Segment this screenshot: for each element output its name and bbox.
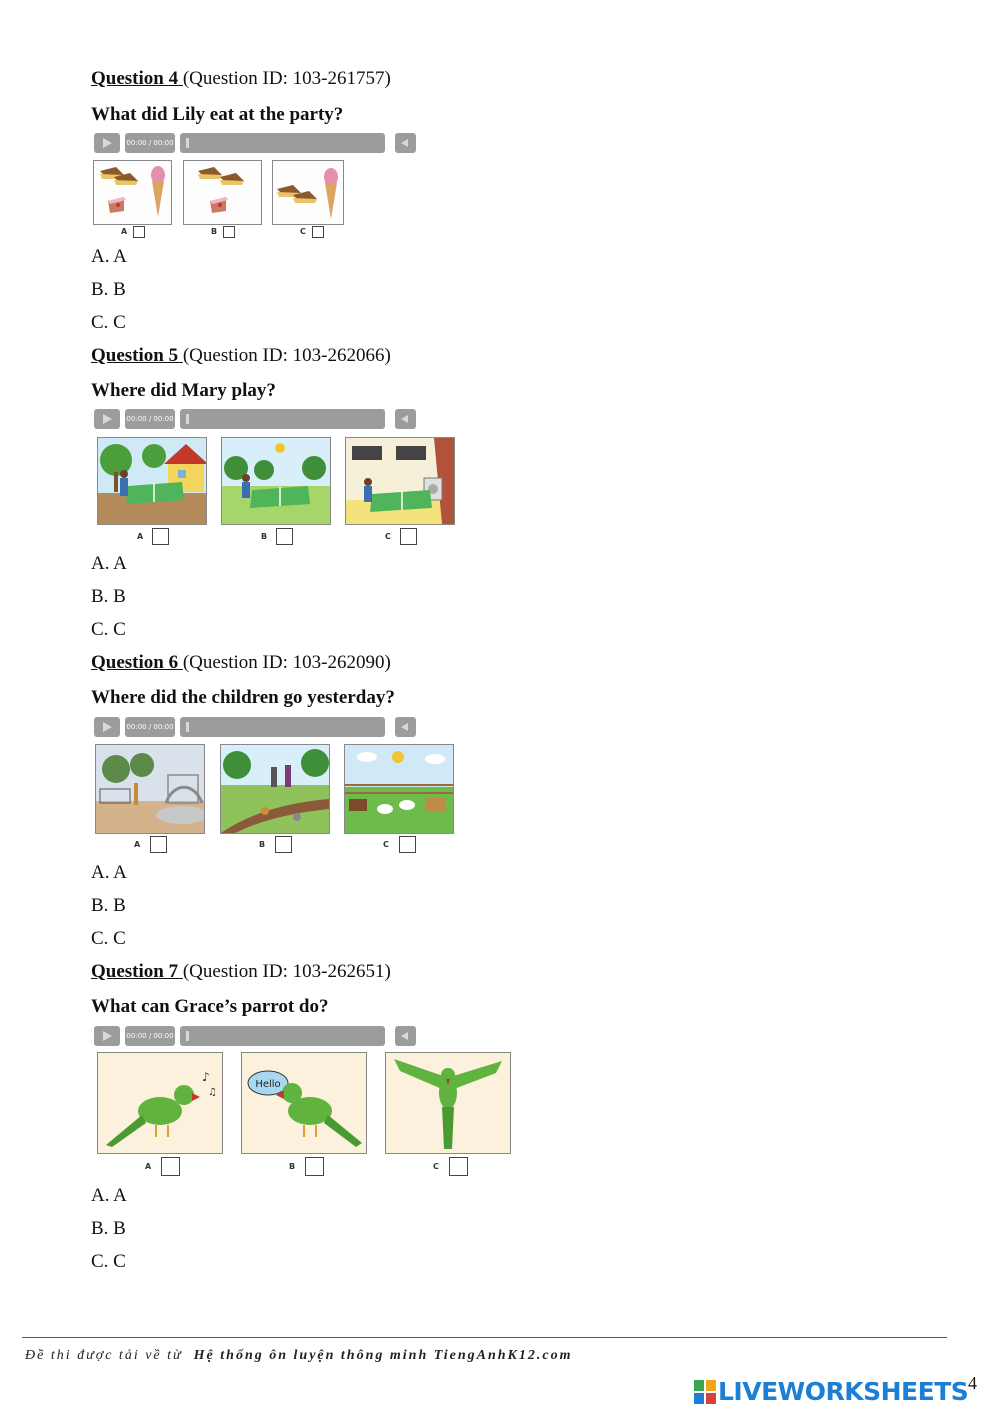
choice-checkbox-b[interactable] <box>305 1157 324 1176</box>
food-picture-c <box>272 160 344 225</box>
choice-label-c: C <box>300 227 306 236</box>
park-picture-b <box>221 437 331 525</box>
volume-button[interactable] <box>395 409 416 429</box>
question-id: (Question ID: 103-262090) <box>182 652 391 673</box>
logo-text: LIVEWORKSHEETS <box>718 1377 969 1406</box>
choice-label-a: A <box>145 1162 152 1171</box>
progress-bar[interactable] <box>180 133 385 153</box>
choice-label-b: B <box>211 227 218 236</box>
choice-checkbox-c[interactable] <box>399 836 416 853</box>
option-b[interactable]: B. B <box>91 279 126 300</box>
option-a[interactable]: A. A <box>91 1185 127 1206</box>
food-picture-a <box>93 160 172 225</box>
option-b[interactable]: B. B <box>91 586 126 607</box>
option-a[interactable]: A. A <box>91 246 127 267</box>
question-id: (Question ID: 103-262066) <box>182 345 391 366</box>
choice-checkbox-b[interactable] <box>223 226 235 238</box>
volume-button[interactable] <box>395 133 416 153</box>
play-button[interactable] <box>94 133 120 153</box>
question-5-text: Where did Mary play? <box>91 380 276 401</box>
time-display: 00:00 / 00:00 <box>125 409 175 429</box>
choice-checkbox-b[interactable] <box>275 836 292 853</box>
food-picture-b <box>183 160 262 225</box>
option-a[interactable]: A. A <box>91 862 127 883</box>
parrot-talking-picture-b <box>241 1052 367 1154</box>
choice-label-a: A <box>121 227 128 236</box>
footer-prefix: Đề thi được tải về từ <box>25 1348 183 1363</box>
question-number: Question 6 <box>91 652 183 673</box>
choice-label-b: B <box>261 532 268 541</box>
page-number: 4 <box>968 1373 977 1393</box>
footer-source <box>25 1348 573 1364</box>
choice-checkbox-a[interactable] <box>152 528 169 545</box>
choice-label-c: C <box>383 840 389 849</box>
svg-text:♫: ♫ <box>208 1087 217 1098</box>
choice-label-a: A <box>134 840 141 849</box>
audio-player <box>94 717 416 737</box>
choice-checkbox-c[interactable] <box>400 528 417 545</box>
choice-label-a: A <box>137 532 144 541</box>
question-7-text: What can Grace’s parrot do? <box>91 996 329 1017</box>
question-6-text: Where did the children go yesterday? <box>91 687 395 708</box>
play-button[interactable] <box>94 1026 120 1046</box>
time-display: 00:00 / 00:00 <box>125 717 175 737</box>
choice-checkbox-a[interactable] <box>161 1157 180 1176</box>
progress-bar[interactable] <box>180 1026 385 1046</box>
question-id: (Question ID: 103-262651) <box>182 961 391 982</box>
liveworksheets-logo-icon <box>694 1380 716 1404</box>
question-6-heading <box>91 652 391 674</box>
choice-checkbox-c[interactable] <box>449 1157 468 1176</box>
garden-picture-a <box>97 437 207 525</box>
question-number: Question 5 <box>91 345 183 366</box>
parrot-flying-picture-c <box>385 1052 511 1154</box>
choice-checkbox-b[interactable] <box>276 528 293 545</box>
farm-picture-c <box>344 744 454 834</box>
svg-text:♪: ♪ <box>202 1070 210 1084</box>
question-7-heading <box>91 961 391 983</box>
option-c[interactable]: C. C <box>91 1251 126 1272</box>
audio-player <box>94 133 416 153</box>
audio-player <box>94 409 416 429</box>
choice-label-c: C <box>385 532 391 541</box>
question-4-heading <box>91 68 391 90</box>
speech-bubble-text: Hello <box>255 1079 281 1090</box>
play-button[interactable] <box>94 409 120 429</box>
choice-label-b: B <box>259 840 266 849</box>
audio-player <box>94 1026 416 1046</box>
choice-checkbox-a[interactable] <box>150 836 167 853</box>
progress-bar[interactable] <box>180 409 385 429</box>
choice-label-b: B <box>289 1162 296 1171</box>
question-4-text: What did Lily eat at the party? <box>91 104 344 125</box>
option-c[interactable]: C. C <box>91 928 126 949</box>
parrot-singing-picture-a <box>97 1052 223 1154</box>
footer-site: Hệ thống ôn luyện thông minh TiengAnhK12.com <box>193 1348 573 1363</box>
option-c[interactable]: C. C <box>91 619 126 640</box>
time-display: 00:00 / 00:00 <box>125 133 175 153</box>
volume-button[interactable] <box>395 1026 416 1046</box>
play-button[interactable] <box>94 717 120 737</box>
park-picture-b <box>220 744 330 834</box>
question-id: (Question ID: 103-261757) <box>182 68 391 89</box>
option-c[interactable]: C. C <box>91 312 126 333</box>
option-b[interactable]: B. B <box>91 895 126 916</box>
option-b[interactable]: B. B <box>91 1218 126 1239</box>
choice-checkbox-a[interactable] <box>133 226 145 238</box>
room-picture-c <box>345 437 455 525</box>
choice-checkbox-c[interactable] <box>312 226 324 238</box>
progress-bar[interactable] <box>180 717 385 737</box>
zoo-picture-a <box>95 744 205 834</box>
time-display: 00:00 / 00:00 <box>125 1026 175 1046</box>
question-5-heading <box>91 345 391 367</box>
question-number: Question 7 <box>91 961 183 982</box>
question-number: Question 4 <box>91 68 183 89</box>
option-a[interactable]: A. A <box>91 553 127 574</box>
footer-divider <box>22 1337 947 1338</box>
volume-button[interactable] <box>395 717 416 737</box>
choice-label-c: C <box>433 1162 439 1171</box>
